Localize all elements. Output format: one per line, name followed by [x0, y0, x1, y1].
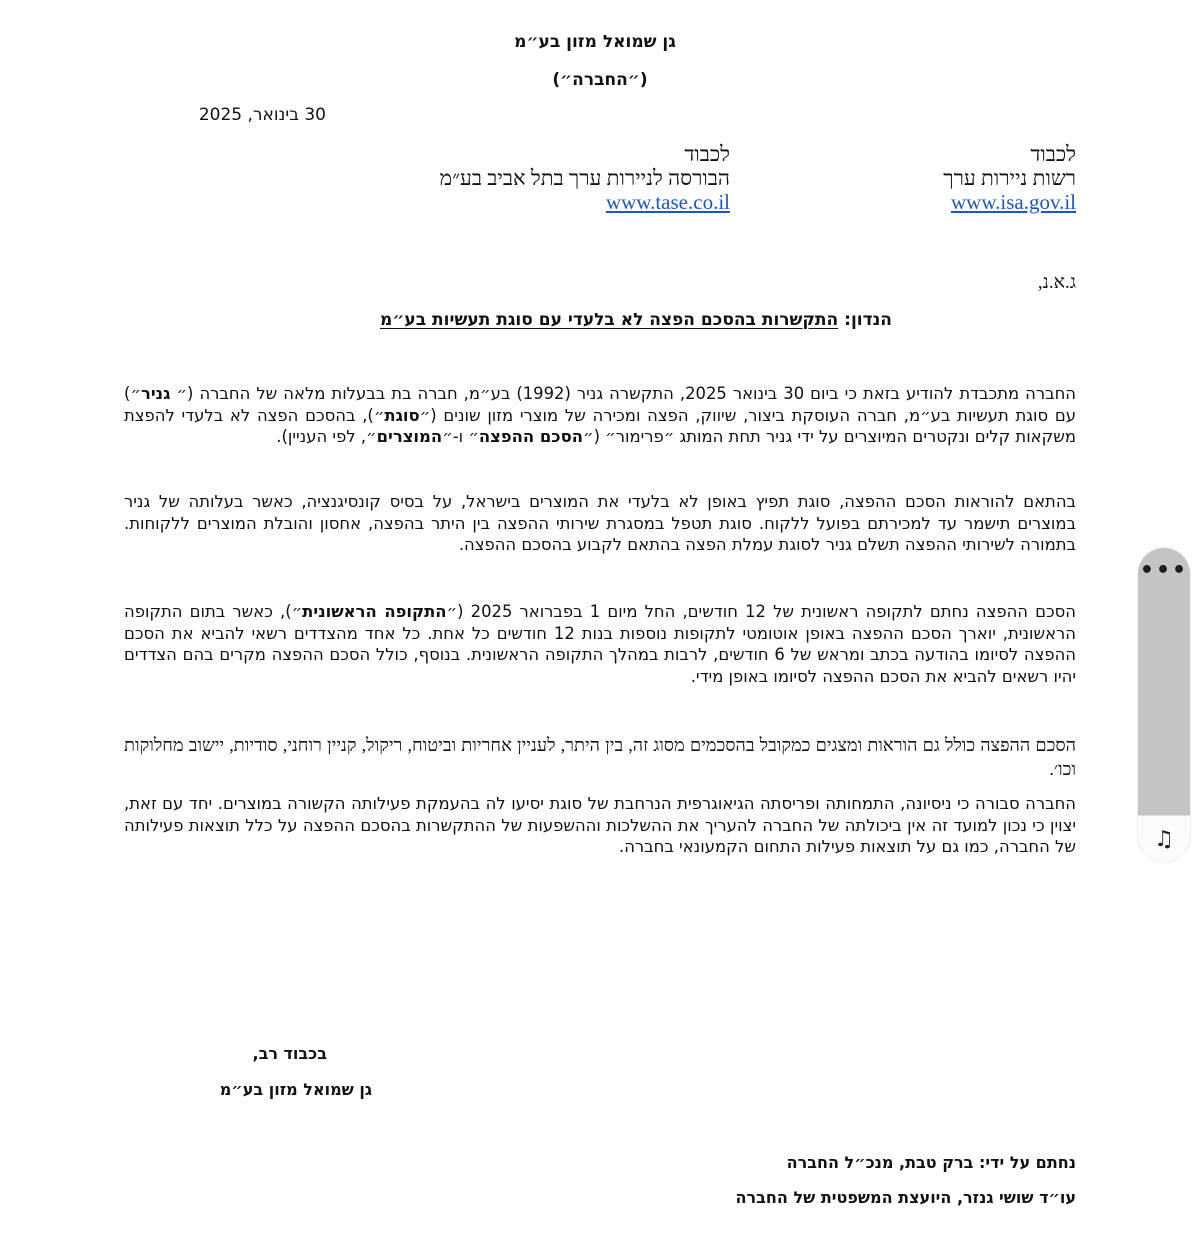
text-run: ״, לפי העניין). — [276, 427, 377, 446]
recipient-link[interactable]: www.isa.gov.il — [950, 190, 1076, 214]
recipient-name: רשות ניירות ערך — [943, 166, 1076, 190]
text-run: ״), בהסכם הפצה לא בלעדי להפצת משקאות קלים ונקטרים המיוצרים על ידי גניר תחת המותג ״פרימור״ (״ — [124, 405, 1076, 446]
recipient-isa — [776, 142, 1076, 214]
text-run: ״ ו-״ — [442, 427, 479, 446]
recipient-link[interactable]: www.tase.co.il — [605, 190, 730, 214]
text-run: הסכם ההפצה נחתם לתקופה ראשונית של 12 חודשים, החל מיום 1 בפברואר 2025 (״ — [446, 602, 1077, 621]
paragraph-5: החברה סבורה כי ניסיונה, התמחותה ופריסתה הגיאוגרפית הנרחבת של סוגת יסיעו לה בהעמקת פעילותה הקשורה במוצרים. יחד עם זאת, יצוין כי נכון למועד זה אין ביכולתה של החברה להעריך את ההשלכות וההשפעות של ההתקשרות בהסכם ההפצה על כלל תוצאות פעילותה של החברה, כמו גם על תוצאות פעילות התחום הקמעונאי בחברה. — [124, 794, 1076, 856]
greeting: ג.א.נ, — [1037, 272, 1076, 293]
text-run: החברה מתכבדת להודיע בזאת כי ביום 30 בינואר 2025, התקשרה גניר (1992) בע״מ, חברה בת בבעלות מלאה של החברה (״ — [170, 384, 1076, 403]
defined-term: התקופה הראשונית — [302, 602, 447, 621]
defined-term: המוצרים — [376, 427, 443, 446]
recipient-salutation: לכבוד — [684, 142, 730, 166]
defined-term: הסכם ההפצה — [478, 427, 583, 446]
paragraph-4: הסכם ההפצה כולל גם הוראות ומצגים כמקובל בהסכמים מסוג זה, בין היתר, לעניין אחריות וביטוח, ריקול, קניין רוחני, סודיות, יישוב מחלוקות וכו׳. — [124, 735, 1076, 779]
recipient-salutation: לכבוד — [1030, 142, 1076, 166]
company-title — [0, 32, 1200, 52]
defined-term: סוגת — [384, 405, 420, 425]
subject-line — [380, 310, 892, 330]
text-run: ״), כאשר בתום התקופה הראשונית, יוארך הסכם ההפצה באופן אוטומטי לתקופות נוספות בנות 12 חודשים כל אחת. כל אחד מהצדדים רשאי להביא את הסכם ההפצה לסיומו בהודעה בכתב ומראש של 6 חודשים, לרבות במהלך התקופה הראשונית. בנוסף, כולל הסכם ההפצה מקרים בהם הצדדים יהיו רשאים להביא את הסכם ההפצה לסיומו באופן מידי. — [124, 602, 1076, 686]
floating-side-panel[interactable] — [1138, 548, 1190, 862]
paragraph-2: בהתאם להוראות הסכם ההפצה, סוגת תפיץ באופן לא בלעדי את המוצרים בישראל, על בסיס קונסיגנציה, כאשר בעלותה של גניר במוצרים תישמר עד למכירתם בפועל ללקוח. סוגת תטפל במסגרת שירותי ההפצה בין היתר בהפצה, אחסון והובלת המוצרים ללקוחות. בתמורה לשירותי ההפצה תשלם גניר לסוגת עמלת הפצה בהתאם לקבוע בהסכם ההפצה. — [124, 492, 1076, 554]
defined-term: גניר — [140, 384, 171, 403]
music-note-icon[interactable] — [1138, 815, 1190, 862]
closing-company: גן שמואל מזון בע״מ — [219, 1080, 372, 1099]
paragraph-1 — [124, 383, 1076, 448]
signed-by-ceo: נחתם על ידי: ברק טבת, מנכ״ל החברה — [786, 1153, 1076, 1172]
company-alias: (״החברה״) — [552, 70, 648, 90]
music-note-glyph: ♫ — [1154, 826, 1174, 852]
ellipsis-icon[interactable]: ••• — [1139, 558, 1189, 583]
text-run: ״) עם סוגת תעשיות בע״מ, חברה העוסקת ביצור, שיווק, הפצה ומכירה של מוצרי מזון שונים (״ — [124, 384, 1076, 425]
recipient-name: הבורסה לניירות ערך בתל אביב בע״מ — [439, 166, 730, 190]
subject-label: הנדון: — [844, 310, 892, 330]
recipient-tase — [330, 142, 730, 214]
letter-date: 30 בינואר, 2025 — [198, 105, 326, 125]
signed-by-legal: עו״ד שושי גנזר, היועצת המשפטית של החברה — [735, 1188, 1076, 1207]
subject-text: התקשרות בהסכם הפצה לא בלעדי עם סוגת תעשיות בע״מ — [380, 310, 839, 330]
company-name: גן שמואל מזון בע״מ — [514, 32, 676, 52]
closing-regards: בכבוד רב, — [252, 1044, 327, 1063]
paragraph-3 — [124, 601, 1076, 687]
